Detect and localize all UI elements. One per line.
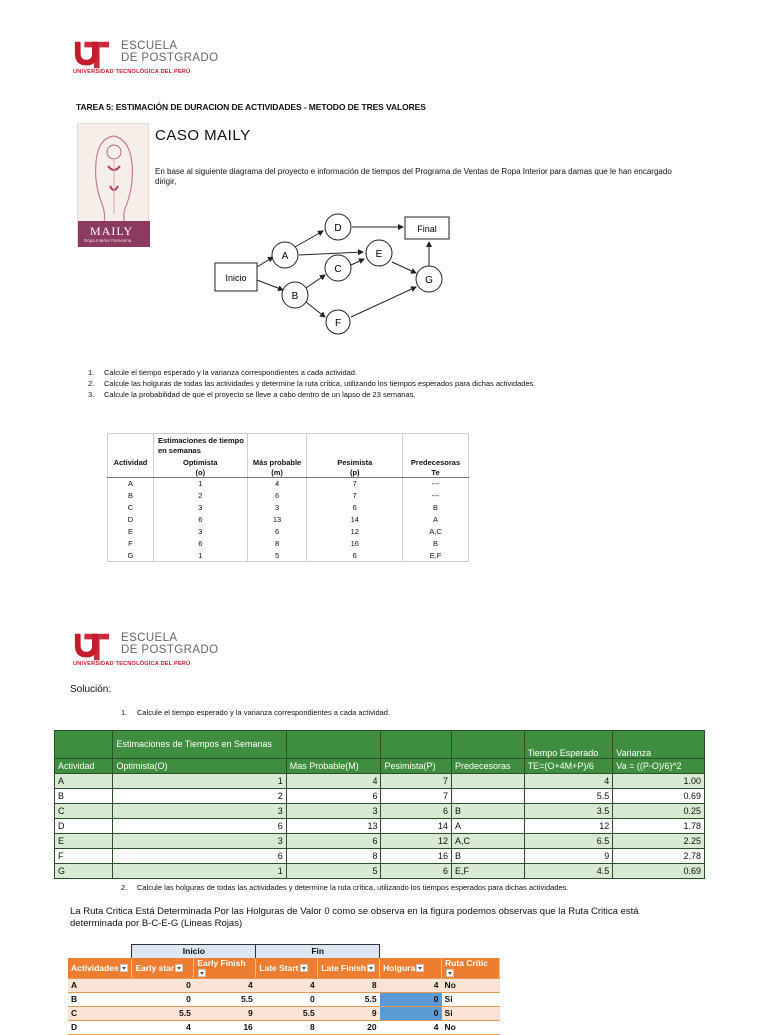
case-title: CASO MAILY — [155, 127, 251, 144]
filter-dropdown-icon[interactable] — [416, 964, 424, 972]
edge-b-c — [306, 275, 325, 288]
logo-line2: DE POSTGRADO — [121, 644, 219, 656]
edge-inicio-b — [257, 280, 283, 290]
logo-line1: ESCUELA — [121, 40, 178, 52]
table-row: D 6 13 14 A 12 1.78 — [55, 819, 705, 834]
utp-logo-icon — [73, 38, 111, 72]
edge-b-f — [306, 302, 325, 317]
table-row: D 6 13 14 A — [108, 514, 469, 526]
solution-label: Solución: — [70, 684, 112, 695]
utp-logo-top — [73, 38, 233, 78]
col-late-start[interactable]: Late Start — [256, 958, 318, 979]
solution-question-1: 1. Calcule el tiempo esperado y la varianza correspondientes a cada actividad. — [121, 708, 391, 717]
activity-estimates-table: Estimaciones de tiempo en semanas Actividad Optimista Más probable Pesimista Predecesoras (o) (m) (p) Te A 1 4 7 --- B 2 6 7 --- C 3 3 6 B D 6 13 14 A E 3 6 12 A,C F 6 8 16 B G 1 5 6 E,F — [107, 433, 469, 562]
logo-line2: DE POSTGRADO — [121, 52, 219, 64]
group-fin: Fin — [256, 945, 380, 958]
table-row: C 3 3 6 B 3.5 0.25 — [55, 804, 705, 819]
edge-f-g — [351, 287, 416, 317]
critical-path-text: La Ruta Critica Está Determinada Por las Holguras de Valor 0 como se observa en la figura podemos observas que la Ruta Critica está determinada por B-C-E-G (Lineas Rojas) — [70, 906, 639, 929]
slack-table — [68, 944, 500, 1035]
edge-inicio-a — [257, 257, 273, 267]
table-row: A 1 4 7 4 1.00 — [55, 774, 705, 789]
filter-dropdown-icon[interactable] — [120, 964, 128, 972]
col-actividades[interactable]: Actividades — [68, 958, 132, 979]
expected-time-table: Estimaciones de Tiempos en Semanas Tiempo Esperado Varianza Actividad Optimista(O) Mas Probable(M) Pesimista(P) Predecesoras TE=(O+4M+P)/6 Va = ((P-O)/6)^2 A 1 4 7 4 1.00 B 2 6 7 5.5 0.69 C 3 3 6 B 3.5 0.25 D 6 13 14 A 12 1.78 E 3 6 12 A,C 6.5 2.25 F 6 8 16 B 9 2.78 G 1 5 6 E,F 4.5 0.69 — [54, 730, 705, 879]
question-item: 1. Calcule el tiempo esperado y la varianza correspondientes a cada actividad. — [88, 368, 358, 377]
edge-a-d — [295, 231, 323, 247]
table-row: F 6 8 16 B 9 2.78 — [55, 849, 705, 864]
node-inicio: Inicio — [225, 273, 247, 283]
node-final: Final — [417, 224, 437, 234]
logo-line1: ESCUELA — [121, 632, 178, 644]
edge-c-e — [351, 259, 364, 265]
filter-dropdown-icon[interactable] — [300, 964, 308, 972]
table-row: G 1 5 6 E,F — [108, 550, 469, 562]
project-network-diagram — [205, 205, 465, 335]
node-b: B — [291, 291, 299, 302]
table-row: E 3 6 12 A,C 6.5 2.25 — [55, 834, 705, 849]
table-row: A 1 4 7 --- — [108, 478, 469, 490]
question-item: 2. Calcule las holguras de todas las actividades y determine la ruta crítica, utilizando los tiempos esperados para dichas actividades. — [88, 379, 536, 388]
col-ruta-critica[interactable]: Ruta Critic — [442, 958, 500, 979]
col-late-finish[interactable]: Late Finish — [318, 958, 380, 979]
table-row: G 1 5 6 E,F 4.5 0.69 — [55, 864, 705, 879]
table-row: D 4 16 8 20 4 No — [68, 1020, 500, 1034]
filter-dropdown-icon[interactable] — [446, 969, 454, 977]
logo-subtitle: UNIVERSIDAD TECNOLÓGICA DEL PERÚ — [73, 661, 191, 667]
node-f: F — [334, 318, 342, 329]
col-early-finish[interactable]: Early Finish — [194, 958, 256, 979]
brand-tagline: Ropa Interior Femenina — [84, 238, 132, 243]
intro-paragraph: En base al siguiente diagrama del proyecto e información de tiempos del Programa de Ventas de Ropa Interior para damas que le han encargado dirigir, — [155, 167, 672, 186]
utp-logo-bottom — [73, 630, 233, 670]
question-item: 3. Calcule la probabilidad de que el proyecto se lleve a cabo dentro de un lapso de 23 semanas. — [88, 390, 416, 399]
filter-dropdown-icon[interactable] — [367, 964, 375, 972]
node-c: C — [334, 264, 342, 275]
table-row: B 2 6 7 5.5 0.69 — [55, 789, 705, 804]
table-row: A 0 4 4 8 4 No — [68, 978, 500, 992]
questions-list — [88, 367, 535, 400]
brand-name: MAILY — [90, 224, 134, 238]
group-header: Estimaciones de tiempo en semanas — [153, 434, 247, 458]
edge-a-e — [299, 252, 363, 255]
solution-question-2: 2. Calcule las holguras de todas las actividades y determine la ruta crítica, utilizando los tiempos esperados para dichas actividades. — [121, 883, 569, 892]
filter-dropdown-icon[interactable] — [198, 969, 206, 977]
utp-logo-icon — [73, 630, 111, 664]
group-inicio: Inicio — [132, 945, 256, 958]
col-early-start[interactable]: Early star — [132, 958, 194, 979]
table-row: C 5.5 9 5.5 9 0 Si — [68, 1006, 500, 1020]
col-holgura[interactable]: Holgura — [380, 958, 442, 979]
table-row: C 3 3 6 B — [108, 502, 469, 514]
node-d: D — [334, 223, 342, 234]
group-header: Estimaciones de Tiempos en Semanas — [113, 731, 286, 759]
table-row: B 0 5.5 0 5.5 0 Si — [68, 992, 500, 1006]
filter-dropdown-icon[interactable] — [175, 964, 183, 972]
edge-e-g — [392, 262, 416, 273]
table-row: E 3 6 12 A,C — [108, 526, 469, 538]
task-title: TAREA 5: ESTIMACIÓN DE DURACION DE ACTIVIDADES - METODO DE TRES VALORES — [76, 102, 426, 112]
logo-subtitle: UNIVERSIDAD TECNOLÓGICA DEL PERÚ — [73, 69, 191, 75]
node-a: A — [281, 251, 289, 262]
table-row: B 2 6 7 --- — [108, 490, 469, 502]
table-row: F 6 8 16 B — [108, 538, 469, 550]
node-e: E — [375, 249, 383, 260]
node-g: G — [425, 275, 433, 286]
maily-brand-image — [77, 123, 149, 246]
